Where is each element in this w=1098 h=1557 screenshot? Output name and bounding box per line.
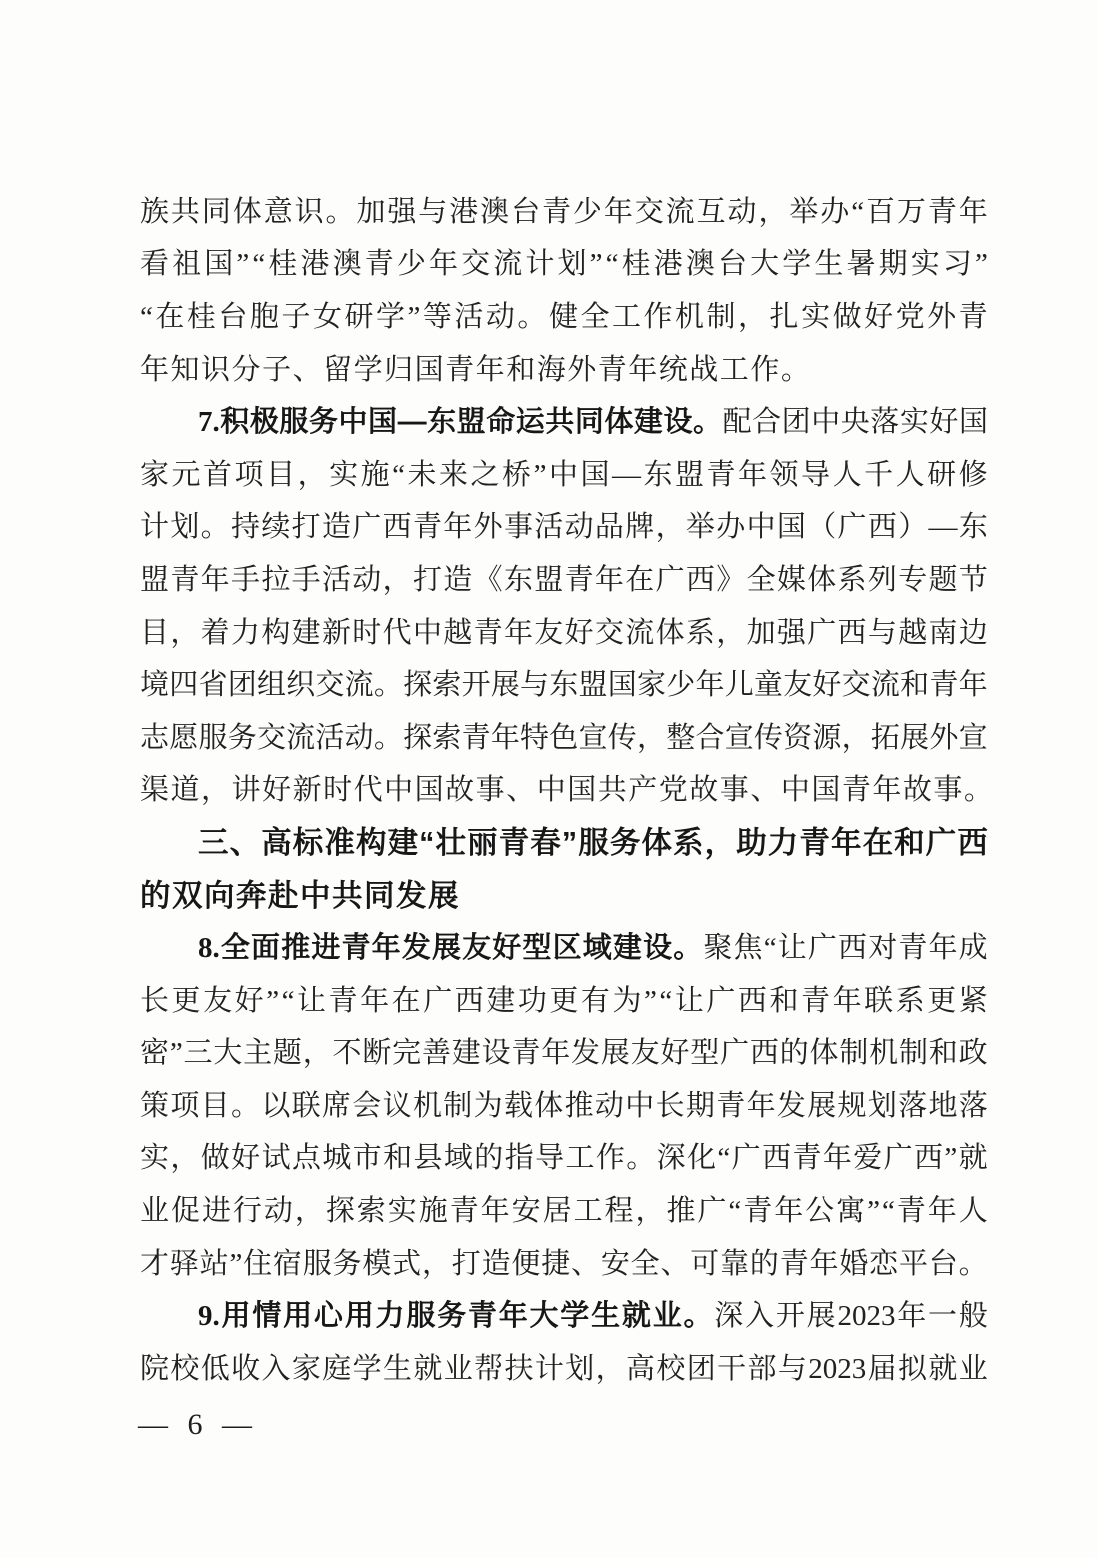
- page-number: — 6 —: [138, 1408, 258, 1441]
- text-line: 家 元 首 项 目 ， 实 施 “ 未 来 之 桥 ” 中 国 — 东 盟 青 年 领 导 人 千 人 研 修: [140, 458, 988, 491]
- text-line: 志 愿 服 务 交 流 活 动 。 探 索 青 年 特 色 宣 传 ， 整 合 宣 传 资 源 ， 拓 展 外 宣: [140, 721, 988, 754]
- text-line: “ 在 桂 台 胞 子 女 研 学 ” 等 活 动 。 健 全 工 作 机 制 ， 扎 实 做 好 党 外 青: [140, 300, 988, 333]
- text-line: 渠 道 ， 讲 好 新 时 代 中 国 故 事 、 中 国 共 产 党 故 事 、 中 国 青 年 故 事 。: [140, 774, 993, 807]
- text-line: 7. 积 极 服 务 中 国 — 东 盟 命 运 共 同 体 建 设 。 配 合 团 中 央 落 实 好 国: [198, 406, 988, 439]
- text-line: 年 知 识 分 子 、 留 学 归 国 青 年 和 海 外 青 年 统 战 工 作 。: [140, 353, 810, 386]
- text-line: 的 双 向 奔 赴 中 共 同 发 展: [140, 878, 459, 913]
- text-line: 看 祖 国 ” “ 桂 港 澳 青 少 年 交 流 计 划 ” “ 桂 港 澳 台 大 学 生 暑 期 实 习 ”: [140, 248, 988, 281]
- text-line: 计 划 。 持 续 打 造 广 西 青 年 外 事 活 动 品 牌 ， 举 办 中 国 （ 广 西 ） — 东: [140, 511, 988, 544]
- text-line: 族 共 同 体 意 识 。 加 强 与 港 澳 台 青 少 年 交 流 互 动 ， 举 办 “ 百 万 青 年: [140, 195, 988, 228]
- document-body: [140, 186, 993, 1396]
- text-line: 9. 用 情 用 心 用 力 服 务 青 年 大 学 生 就 业 。 深 入 开 展 2023 年 一 般: [198, 1300, 988, 1333]
- text-line: 实 ， 做 好 试 点 城 市 和 县 域 的 指 导 工 作 。 深 化 “ 广 西 青 年 爱 广 西 ” 就: [140, 1142, 988, 1175]
- text-line: 8. 全 面 推 进 青 年 发 展 友 好 型 区 域 建 设 。 聚 焦 “ 让 广 西 对 青 年 成: [198, 932, 988, 965]
- text-line: 院 校 低 收 入 家 庭 学 生 就 业 帮 扶 计 划 ， 高 校 团 干 部 与 2023 届 拟 就 业: [140, 1352, 988, 1385]
- text-line: 盟 青 年 手 拉 手 活 动 ， 打 造 《 东 盟 青 年 在 广 西 》 全 媒 体 系 列 专 题 节: [140, 563, 988, 596]
- text-line: 业 促 进 行 动 ， 探 索 实 施 青 年 安 居 工 程 ， 推 广 “ 青 年 公 寓 ” “ 青 年 人: [140, 1195, 988, 1228]
- text-line: 密 ” 三 大 主 题 ， 不 断 完 善 建 设 青 年 发 展 友 好 型 广 西 的 体 制 机 制 和 政: [140, 1037, 988, 1070]
- text-line: 长 更 友 好 ” “ 让 青 年 在 广 西 建 功 更 有 为 ” “ 让 广 西 和 青 年 联 系 更 紧: [140, 984, 988, 1017]
- text-line: 目 ， 着 力 构 建 新 时 代 中 越 青 年 友 好 交 流 体 系 ， 加 强 广 西 与 越 南 边: [140, 616, 988, 649]
- text-line: 才 驿 站 ” 住 宿 服 务 模 式 ， 打 造 便 捷 、 安 全 、 可 靠 的 青 年 婚 恋 平 台 。: [140, 1247, 988, 1280]
- text-line: 三 、 高 标 准 构 建 “ 壮 丽 青 春 ” 服 务 体 系 ， 助 力 青 年 在 和 广 西: [198, 826, 988, 861]
- text-line: 境 四 省 团 组 织 交 流 。 探 索 开 展 与 东 盟 国 家 少 年 儿 童 友 好 交 流 和 青 年: [140, 669, 988, 702]
- text-line: 策 项 目 。 以 联 席 会 议 机 制 为 载 体 推 动 中 长 期 青 年 发 展 规 划 落 地 落: [140, 1089, 988, 1122]
